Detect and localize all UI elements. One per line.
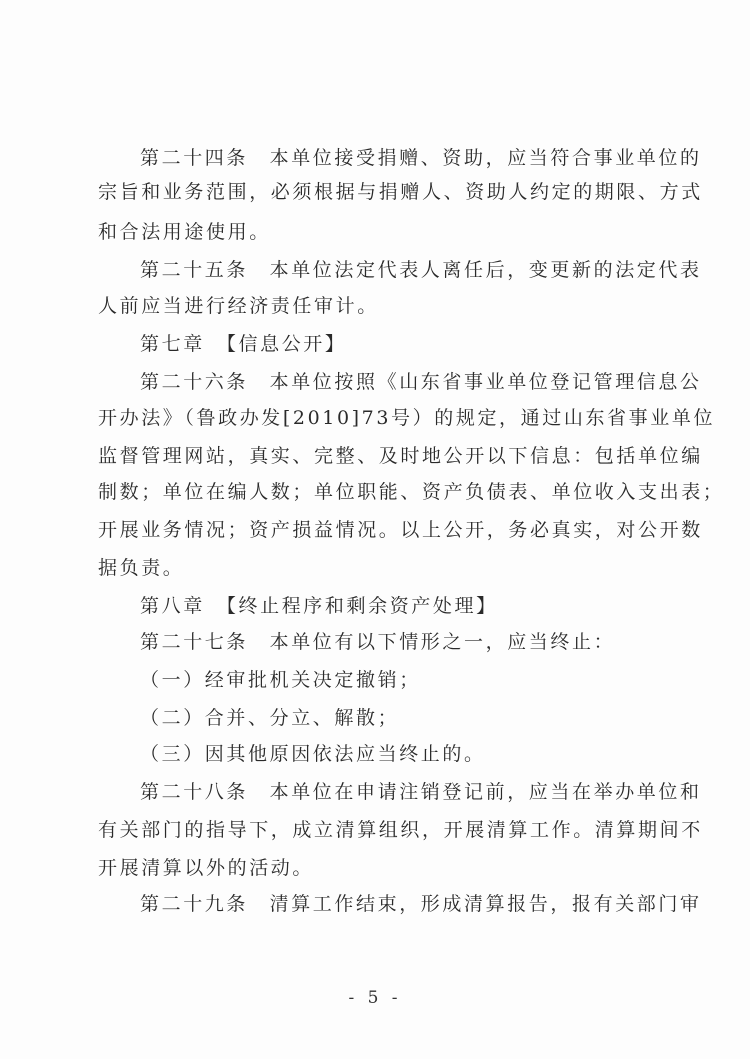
text-line: 和合法用途使用。 <box>98 221 271 243</box>
text-line: 监督管理网站，真实、完整、及时地公开以下信息：包括单位编 <box>98 445 703 467</box>
text-line: 第二十八条 本单位在申请注销登记前，应当在举办单位和 <box>140 781 702 803</box>
text-line: 第二十四条 本单位接受捐赠、资助，应当符合事业单位的 <box>140 147 702 169</box>
text-line: 第二十六条 本单位按照《山东省事业单位登记管理信息公 <box>140 371 702 393</box>
text-line: 第二十九条 清算工作结束，形成清算报告，报有关部门审 <box>140 893 702 915</box>
text-line: 宗旨和业务范围，必须根据与捐赠人、资助人约定的期限、方式 <box>98 181 703 203</box>
text-line: 人前应当进行经济责任审计。 <box>98 295 379 317</box>
text-line: 有关部门的指导下，成立清算组织，开展清算工作。清算期间不 <box>98 819 703 841</box>
chapter-heading: 第八章 【终止程序和剩余资产处理】 <box>140 595 498 617</box>
text-line: 第二十五条 本单位法定代表人离任后，变更新的法定代表 <box>140 259 702 281</box>
text-line: 据负责。 <box>98 557 185 579</box>
list-item: （二）合并、分立、解散； <box>140 707 400 729</box>
text-line: 开展清算以外的活动。 <box>98 857 315 879</box>
list-item: （三）因其他原因依法应当终止的。 <box>140 743 486 765</box>
text-line: 第二十七条 本单位有以下情形之一，应当终止： <box>140 631 616 653</box>
page-number: - 5 - <box>348 988 402 1008</box>
chapter-heading: 第七章 【信息公开】 <box>140 333 347 355</box>
text-line: 制数；单位在编人数；单位职能、资产负债表、单位收入支出表； <box>98 481 725 503</box>
list-item: （一）经审批机关决定撤销； <box>140 669 421 691</box>
text-line: 开办法》（鲁政办发[2010]73号）的规定，通过山东省事业单位 <box>98 407 716 429</box>
text-line: 开展业务情况；资产损益情况。以上公开，务必真实，对公开数 <box>98 519 703 541</box>
